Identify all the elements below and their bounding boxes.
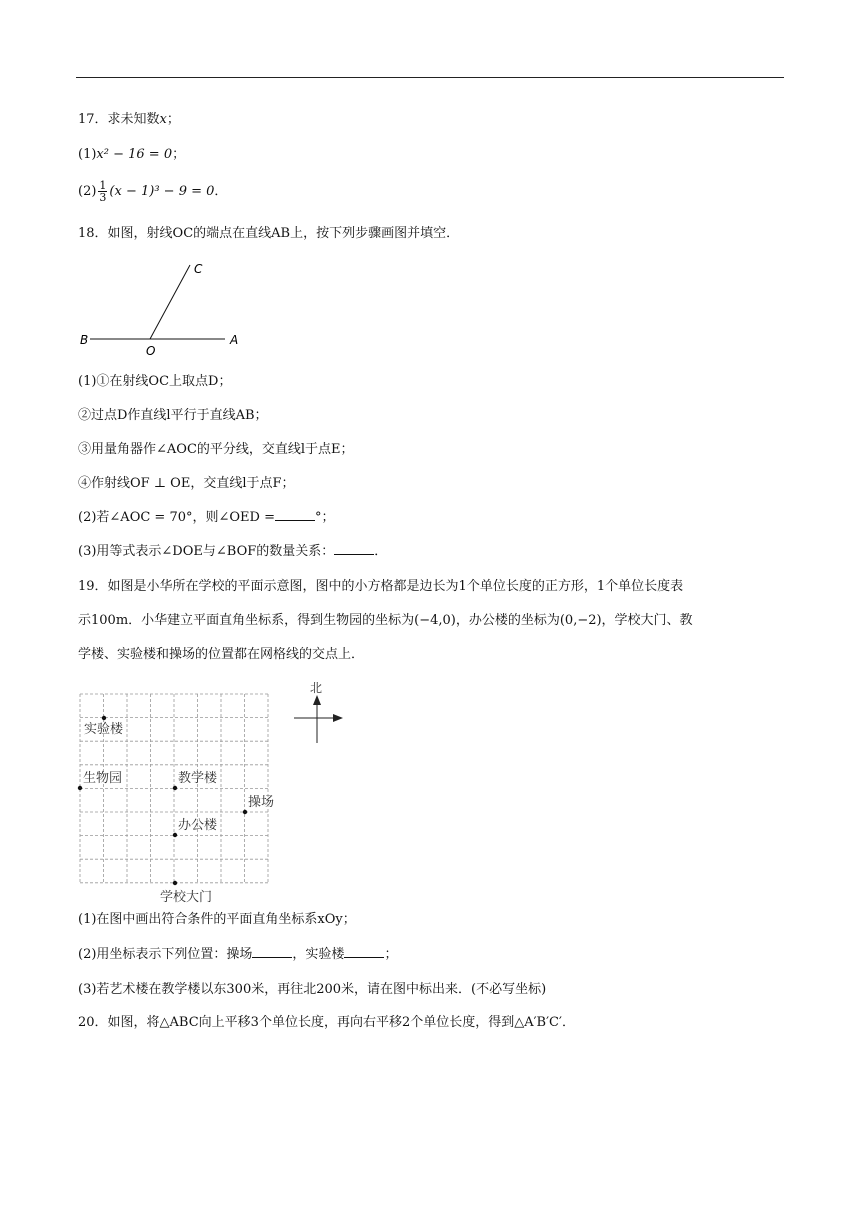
q18-step2: ②过点D作直线l平行于直线AB； <box>78 408 268 423</box>
header-rule <box>76 77 784 78</box>
play-label: 操场 <box>248 795 275 810</box>
answer-blank <box>344 945 384 958</box>
q19-part2: (2)用坐标表示下列位置：操场 ，实验楼 ； <box>78 947 398 962</box>
q17-part2: (2) $\frac{1}{3}$ (x − 1)³ − 9 = 0． <box>78 179 228 204</box>
answer-blank <box>334 542 374 555</box>
north-label: 北 <box>310 681 323 695</box>
q19-part3: (3)若艺术楼在教学楼以东300米，再往北200米，请在图中标出来．(不必写坐标) <box>78 982 547 997</box>
lab-label: 实验楼 <box>84 722 124 737</box>
bio-point <box>78 786 82 790</box>
q18-step4: ④作射线OF ⊥ OE，交直线l于点F； <box>78 476 295 491</box>
label-b: B <box>80 333 89 347</box>
answer-blank <box>252 945 292 958</box>
school-map <box>60 678 360 908</box>
label-a: A <box>230 333 239 347</box>
q18-part2: (2)若∠AOC = 70°，则∠OED = °； <box>78 510 335 525</box>
answer-blank <box>275 508 315 521</box>
q20-text: 20．如图，将△ABC向上平移3个单位长度，再向右平移2个单位长度，得到△A′B′C′． <box>78 1015 575 1030</box>
fraction-one-third: $\frac{1}{3}$ <box>99 179 107 204</box>
q18-step1: (1)①在射线OC上取点D； <box>78 374 232 389</box>
q19-line2: 示100m．小华建立平面直角坐标系，得到生物园的坐标为(−4,0)，办公楼的坐标为(0,−2)，学校大门、教 <box>78 613 693 628</box>
label-c: C <box>194 262 203 276</box>
office-label: 办公楼 <box>178 818 218 833</box>
q18-part3: (3)用等式表示∠DOE与∠BOF的数量关系： ． <box>78 544 388 559</box>
q17-part1: (1)x² − 16 = 0； <box>78 147 186 162</box>
gate-point <box>173 881 177 885</box>
office-point <box>173 833 177 837</box>
lab-point <box>102 716 106 720</box>
teach-label: 教学楼 <box>178 771 218 786</box>
compass <box>294 681 343 743</box>
q19-line3: 学楼、实验楼和操场的位置都在网格线的交点上． <box>78 647 365 662</box>
play-point <box>243 810 247 814</box>
label-o: O <box>146 344 156 358</box>
q18-step3: ③用量角器作∠AOC的平分线，交直线l于点E； <box>78 442 354 457</box>
q18-title: 18．如图，射线OC的端点在直线AB上，按下列步骤画图并填空． <box>78 226 460 241</box>
teach-point <box>173 786 177 790</box>
ray-oc-figure <box>70 255 260 360</box>
bio-label: 生物园 <box>83 771 123 786</box>
q17-title: 17．求未知数x； <box>78 112 180 127</box>
q19-line1: 19．如图是小华所在学校的平面示意图，图中的小方格都是边长为1个单位长度的正方形，1个单位长度表 <box>78 579 684 594</box>
q19-part1: (1)在图中画出符合条件的平面直角坐标系xOy； <box>78 912 356 927</box>
ray-oc <box>150 265 190 339</box>
gate-label: 学校大门 <box>160 890 213 905</box>
